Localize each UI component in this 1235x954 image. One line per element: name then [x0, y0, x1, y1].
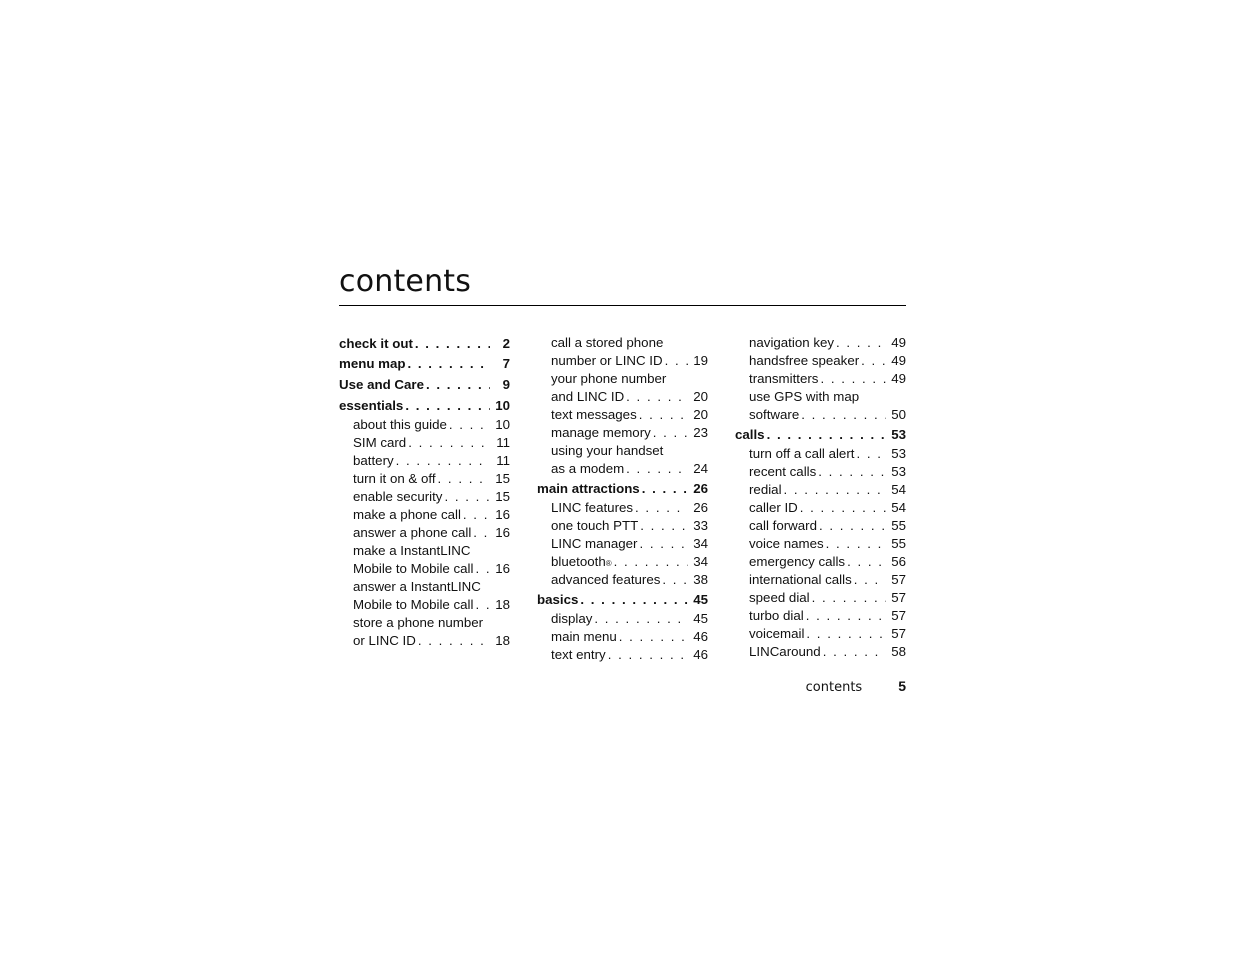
toc-entry-label: calls: [735, 427, 765, 442]
toc-entry-label: enable security: [353, 489, 443, 504]
toc-entry-page-number: 57: [891, 608, 906, 623]
title-divider: [339, 305, 906, 306]
dot-leader: [426, 374, 490, 395]
toc-entry[interactable]: [735, 499, 906, 517]
toc-section-entry[interactable]: [339, 395, 510, 416]
toc-entry[interactable]: [735, 352, 906, 370]
toc-entry[interactable]: [735, 463, 906, 481]
toc-entry[interactable]: [339, 488, 510, 506]
page-title: contents: [339, 264, 472, 299]
toc-entry[interactable]: [735, 625, 906, 643]
dot-leader: [784, 481, 886, 499]
toc-entry-label: basics: [537, 592, 579, 607]
toc-entry-page-number: 54: [891, 500, 906, 515]
dot-leader: [801, 406, 886, 424]
toc-entry-label: speed dial: [749, 590, 810, 605]
toc-entry-label: Mobile to Mobile call: [353, 561, 474, 576]
toc-entry-page-number: 57: [891, 626, 906, 641]
toc-entry-label: check it out: [339, 336, 413, 351]
toc-entry-page-number: 7: [502, 356, 510, 371]
toc-entry[interactable]: [537, 517, 708, 535]
toc-entry-page-number: 45: [693, 611, 708, 626]
toc-entry-page-number: 10: [495, 398, 510, 413]
toc-entry-page-number: 11: [496, 453, 510, 468]
toc-entry-page-number: 15: [495, 471, 510, 486]
toc-entry-label: main menu: [551, 629, 617, 644]
toc-column-1: [339, 334, 510, 650]
toc-entry-label: LINCaround: [749, 644, 821, 659]
toc-entry-label: using your handset: [551, 443, 664, 458]
toc-entry[interactable]: [537, 535, 708, 553]
toc-entry-page-number: 58: [891, 644, 906, 659]
dot-leader: [614, 553, 688, 571]
toc-entry[interactable]: [537, 406, 708, 424]
dot-leader: [806, 625, 886, 643]
toc-entry-label: call a stored phone: [551, 335, 664, 350]
toc-entry-page-number: 26: [693, 500, 708, 515]
toc-entry-page-number: 16: [495, 525, 510, 540]
toc-entry-label: menu map: [339, 356, 406, 371]
dot-leader: [626, 460, 688, 478]
page-footer: [780, 678, 906, 698]
toc-entry[interactable]: [537, 460, 708, 478]
toc-entry-page-number: 54: [891, 482, 906, 497]
toc-entry[interactable]: [339, 452, 510, 470]
dot-leader: [836, 334, 886, 352]
toc-entry-page-number: 20: [693, 389, 708, 404]
dot-leader: [854, 571, 886, 589]
dot-leader: [405, 395, 490, 416]
toc-entry-label: emergency calls: [749, 554, 846, 569]
toc-entry[interactable]: [735, 445, 906, 463]
toc-entry-page-number: 34: [693, 536, 708, 551]
toc-entry[interactable]: [537, 571, 708, 589]
dot-leader: [642, 478, 688, 499]
toc-entry[interactable]: [537, 334, 708, 352]
dot-leader: [818, 463, 886, 481]
toc-entry-label: one touch PTT: [551, 518, 639, 533]
toc-entry-label: make a phone call: [353, 507, 461, 522]
toc-entry-label: turbo dial: [749, 608, 804, 623]
toc-entry-label: text messages: [551, 407, 637, 422]
toc-entry[interactable]: [735, 388, 906, 406]
toc-entry[interactable]: [735, 643, 906, 661]
toc-entry-label: caller ID: [749, 500, 798, 515]
toc-entry-page-number: 57: [891, 572, 906, 587]
dot-leader: [396, 452, 490, 470]
toc-entry-label: LINC manager: [551, 536, 638, 551]
dot-leader: [800, 499, 886, 517]
footer-section-label: contents: [805, 680, 863, 695]
dot-leader: [463, 506, 490, 524]
toc-entry[interactable]: [537, 610, 708, 628]
toc-section-entry[interactable]: [339, 334, 510, 353]
toc-entry-page-number: 50: [891, 407, 906, 422]
dot-leader: [608, 646, 688, 664]
toc-entry-label: about this guide: [353, 417, 447, 432]
toc-entry[interactable]: [735, 535, 906, 553]
toc-entry[interactable]: [339, 416, 510, 434]
dot-leader: [594, 610, 688, 628]
dot-leader: [635, 499, 688, 517]
toc-entry-label: answer a phone call: [353, 525, 472, 540]
toc-entry-label: answer a InstantLINC: [353, 579, 481, 594]
toc-entry[interactable]: [339, 632, 510, 650]
toc-entry[interactable]: [537, 370, 708, 388]
dot-leader: [444, 488, 490, 506]
toc-entry-label: essentials: [339, 398, 404, 413]
toc-entry-page-number: 56: [891, 554, 906, 569]
toc-entry[interactable]: [537, 352, 708, 370]
dot-leader: [819, 517, 886, 535]
dot-leader: [408, 353, 491, 374]
dot-leader: [475, 596, 490, 614]
toc-entry-label: international calls: [749, 572, 852, 587]
toc-entry-page-number: 20: [693, 407, 708, 422]
dot-leader: [847, 553, 886, 571]
dot-leader: [820, 370, 886, 388]
toc-entry-page-number: 38: [693, 572, 708, 587]
toc-entry-label: bluetooth: [551, 554, 606, 569]
toc-entry[interactable]: [735, 370, 906, 388]
toc-entry[interactable]: bluetooth ® . . . 34: [537, 553, 708, 571]
toc-entry-label: SIM card: [353, 435, 407, 450]
toc-entry-label: navigation key: [749, 335, 835, 350]
toc-entry-label: turn off a call alert: [749, 446, 855, 461]
toc-entry[interactable]: [339, 578, 510, 596]
toc-entry-label: software: [749, 407, 800, 422]
toc-entry[interactable]: [339, 614, 510, 632]
toc-entry-page-number: 10: [495, 417, 510, 432]
toc-entry[interactable]: [735, 589, 906, 607]
dot-leader: [653, 424, 688, 442]
toc-entry-label: and LINC ID: [551, 389, 625, 404]
toc-entry-label: redial: [749, 482, 782, 497]
dot-leader: [665, 352, 688, 370]
toc-entry-label: recent calls: [749, 464, 817, 479]
dot-leader: [438, 470, 490, 488]
toc-entry-label: use GPS with map: [749, 389, 860, 404]
toc-entry[interactable]: [735, 553, 906, 571]
dot-leader: [639, 406, 688, 424]
toc-entry-label: number or LINC ID: [551, 353, 663, 368]
toc-entry-page-number: 46: [693, 629, 708, 644]
toc-entry-label: voice names: [749, 536, 824, 551]
toc-entry-label: call forward: [749, 518, 817, 533]
dot-leader: [580, 589, 688, 610]
toc-entry[interactable]: [537, 646, 708, 664]
toc-entry-label: Use and Care: [339, 377, 424, 392]
dot-leader: [662, 571, 688, 589]
toc-entry-label: handsfree speaker: [749, 353, 860, 368]
toc-entry-page-number: 49: [891, 353, 906, 368]
dot-leader: [626, 388, 688, 406]
toc-entry-page-number: 53: [891, 446, 906, 461]
toc-section-entry[interactable]: [339, 353, 510, 374]
dot-leader: [812, 589, 886, 607]
dot-leader: [473, 524, 490, 542]
toc-entry-page-number: 34: [693, 554, 708, 569]
toc-entry[interactable]: [537, 499, 708, 517]
toc-entry-page-number: 53: [891, 427, 906, 442]
toc-entry-page-number: 16: [495, 561, 510, 576]
toc-entry[interactable]: [339, 542, 510, 560]
toc-entry-page-number: 15: [495, 489, 510, 504]
toc-entry[interactable]: [339, 434, 510, 452]
toc-entry[interactable]: [537, 388, 708, 406]
toc-entry-page-number: 55: [891, 536, 906, 551]
toc-entry[interactable]: [339, 470, 510, 488]
toc-entry[interactable]: [735, 571, 906, 589]
dot-leader: [408, 434, 490, 452]
toc-entry-page-number: 18: [495, 633, 510, 648]
toc-entry-page-number: 18: [495, 597, 510, 612]
toc-entry-page-number: 53: [891, 464, 906, 479]
toc-entry-page-number: 23: [693, 425, 708, 440]
toc-entry[interactable]: [537, 628, 708, 646]
dot-leader: [619, 628, 688, 646]
toc-entry-page-number: 26: [693, 481, 708, 496]
toc-entry-label: turn it on & off: [353, 471, 436, 486]
toc-entry-label: or LINC ID: [353, 633, 416, 648]
toc-entry[interactable]: [339, 524, 510, 542]
toc-entry-label: advanced features: [551, 572, 661, 587]
toc-entry[interactable]: [735, 517, 906, 535]
toc-section-entry[interactable]: [339, 374, 510, 395]
toc-entry-page-number: 33: [693, 518, 708, 533]
toc-entry-page-number: 55: [891, 518, 906, 533]
dot-leader: [475, 560, 490, 578]
toc-entry-page-number: 57: [891, 590, 906, 605]
dot-leader: [415, 334, 490, 353]
toc-entry-page-number: 9: [502, 377, 510, 392]
toc-entry-label: store a phone number: [353, 615, 484, 630]
dot-leader: [823, 643, 886, 661]
toc-section-entry[interactable]: [735, 424, 906, 445]
dot-leader: [418, 632, 490, 650]
toc-entry[interactable]: [537, 442, 708, 460]
dot-leader: [856, 445, 886, 463]
toc-entry-page-number: 49: [891, 371, 906, 386]
toc-entry[interactable]: [735, 334, 906, 352]
toc-entry-label: transmitters: [749, 371, 819, 386]
toc-entry-page-number: 11: [496, 435, 510, 450]
dot-leader: [449, 416, 490, 434]
toc-entry-label: your phone number: [551, 371, 667, 386]
toc-section-entry[interactable]: [537, 589, 708, 610]
toc-entry-page-number: 49: [891, 335, 906, 350]
toc-section-entry[interactable]: [537, 478, 708, 499]
toc-entry-page-number: 45: [693, 592, 708, 607]
toc-entry-label: voicemail: [749, 626, 805, 641]
toc-entry-label: LINC features: [551, 500, 634, 515]
toc-entry-label: text entry: [551, 647, 606, 662]
toc-entry[interactable]: [339, 560, 510, 578]
dot-leader: [639, 535, 688, 553]
dot-leader: [861, 352, 886, 370]
toc-entry-label: display: [551, 611, 593, 626]
toc-entry[interactable]: [735, 481, 906, 499]
toc-column-2: [537, 334, 708, 664]
toc-entry-label: as a modem: [551, 461, 625, 476]
toc-entry-label: main attractions: [537, 481, 640, 496]
toc-entry[interactable]: [339, 596, 510, 614]
toc-entry[interactable]: [537, 424, 708, 442]
toc-entry-page-number: 46: [693, 647, 708, 662]
toc-entry-page-number: 16: [495, 507, 510, 522]
footer-page-number: 5: [898, 678, 906, 694]
dot-leader: [640, 517, 688, 535]
toc-entry-label: Mobile to Mobile call: [353, 597, 474, 612]
toc-column-3: [735, 334, 906, 661]
toc-entry[interactable]: [735, 607, 906, 625]
toc-entry-page-number: 19: [693, 353, 708, 368]
toc-entry-label: manage memory: [551, 425, 651, 440]
toc-entry[interactable]: [735, 406, 906, 424]
dot-leader: [806, 607, 886, 625]
toc-entry-label: make a InstantLINC: [353, 543, 471, 558]
dot-leader: [826, 535, 886, 553]
toc-entry-page-number: 2: [502, 336, 510, 351]
toc-entry-page-number: 24: [693, 461, 708, 476]
toc-entry[interactable]: [339, 506, 510, 524]
dot-leader: [767, 424, 886, 445]
toc-entry-label: battery: [353, 453, 394, 468]
